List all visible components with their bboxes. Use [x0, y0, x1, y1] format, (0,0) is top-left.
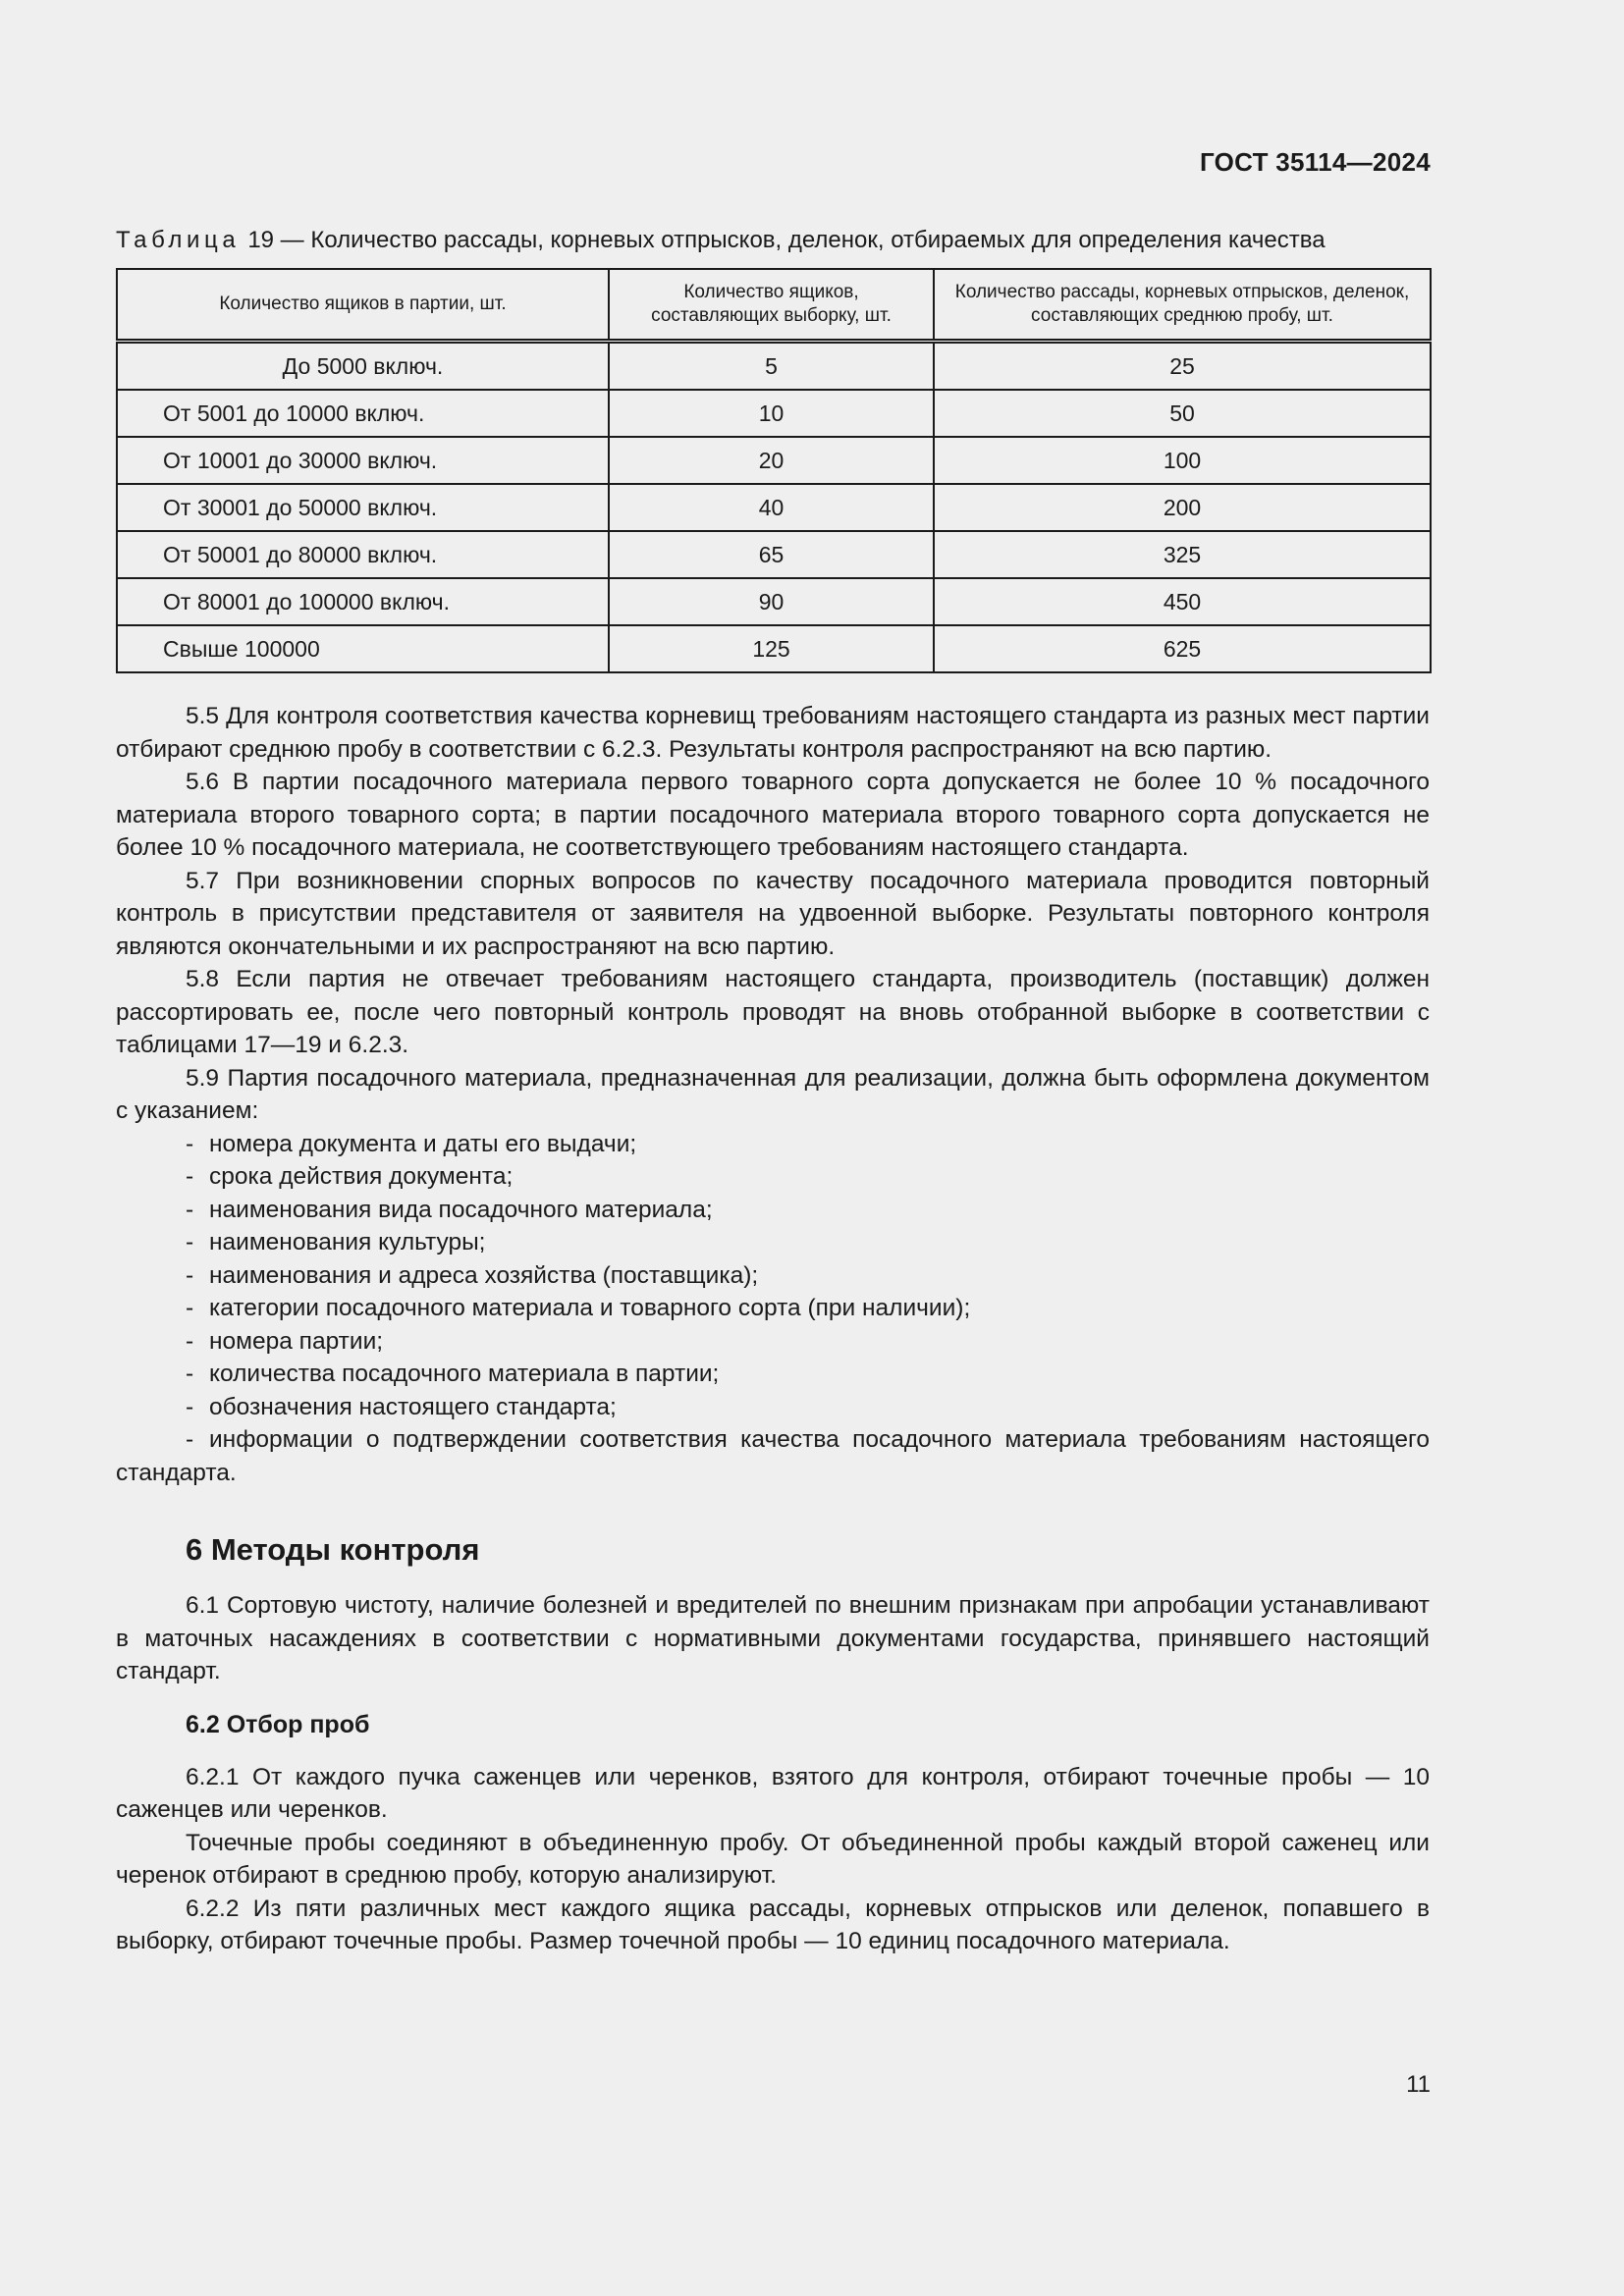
- cell-lot-range: От 80001 до 100000 включ.: [117, 578, 609, 625]
- document-requirements-list: [116, 1128, 1430, 1490]
- table-row: [117, 625, 1431, 672]
- list-item: - номера документа и даты его выдачи;: [186, 1130, 637, 1157]
- cell-lot-range: От 10001 до 30000 включ.: [117, 437, 609, 484]
- page-content: [116, 224, 1430, 1958]
- list-item: - обозначения настоящего стандарта;: [186, 1393, 617, 1420]
- cell-average-sample: 100: [934, 437, 1431, 484]
- paragraph-5-8: 5.8 Если партия не отвечает требованиям настоящего стандарта, производитель (поставщик) должен рассортировать ее, после чего повторный контроль проводят на вновь отобранной выборке в соответствии с таблицами 17—19 и 6.2.3.: [116, 966, 1430, 1058]
- cell-lot-range: От 50001 до 80000 включ.: [117, 531, 609, 578]
- cell-lot-range: До 5000 включ.: [117, 342, 609, 391]
- document-code: ГОСТ 35114—2024: [1199, 147, 1431, 177]
- paragraph-5-9: 5.9 Партия посадочного материала, предназначенная для реализации, должна быть оформлена документом с указанием:: [116, 1064, 1430, 1124]
- cell-average-sample: 50: [934, 390, 1431, 437]
- paragraph-5-5: 5.5 Для контроля соответствия качества корневищ требованиям настоящего стандарта из разных мест партии отбирают среднюю пробу в соответствии с 6.2.3. Результаты контроля распространяют на всю партию.: [116, 703, 1430, 763]
- list-item: - количества посадочного материала в партии;: [186, 1361, 720, 1387]
- subsection-6-2-title: 6.2 Отбор проб: [186, 1710, 370, 1738]
- cell-lot-range: Свыше 100000: [117, 625, 609, 672]
- paragraph-6-2-1-continued: Точечные пробы соединяют в объединенную пробу. От объединенной пробы каждый второй саженец или черенок отбирают в среднюю пробу, которую анализируют.: [116, 1829, 1430, 1889]
- table-caption-text: 19 — Количество рассады, корневых отпрысков, деленок, отбираемых для определения качества: [247, 227, 1326, 253]
- paragraph-6-2-1: 6.2.1 От каждого пучка саженцев или черенков, взятого для контроля, отбирают точечные пробы — 10 саженцев или черенков.: [116, 1763, 1430, 1823]
- header-cell-average-sample: Количество рассады, корневых отпрысков, деленок, составляющих среднюю пробу, шт.: [934, 269, 1431, 342]
- table-row: [117, 578, 1431, 625]
- table-row: [117, 342, 1431, 391]
- cell-sample-boxes: 5: [609, 342, 934, 391]
- table-row: [117, 437, 1431, 484]
- cell-average-sample: 325: [934, 531, 1431, 578]
- list-item: - информации о подтверждении соответствия качества посадочного материала требованиям настоящего стандарта.: [116, 1426, 1430, 1486]
- list-item: - срока действия документа;: [186, 1163, 514, 1190]
- table-row: [117, 390, 1431, 437]
- cell-sample-boxes: 125: [609, 625, 934, 672]
- cell-average-sample: 200: [934, 484, 1431, 531]
- paragraph-5-6: 5.6 В партии посадочного материала первого товарного сорта допускается не более 10 % посадочного материала второго товарного сорта; в партии посадочного материала второго товарного сорта допускается не более 10 % посадочного материала, не соответствующего требованиям настоящего стандарта.: [116, 769, 1430, 861]
- cell-average-sample: 25: [934, 342, 1431, 391]
- table-19: [116, 268, 1432, 673]
- paragraph-5-7: 5.7 При возникновении спорных вопросов по качеству посадочного материала проводится повторный контроль в присутствии представителя от заявителя на удвоенной выборке. Результаты повторного контроля являются окончательными и их распространяют на всю партию.: [116, 867, 1430, 960]
- header-cell-boxes-in-lot: Количество ящиков в партии, шт.: [117, 269, 609, 342]
- table-row: [117, 531, 1431, 578]
- list-item: - наименования вида посадочного материала;: [186, 1196, 713, 1223]
- list-item: - наименования культуры;: [186, 1229, 486, 1255]
- list-item: - наименования и адреса хозяйства (поставщика);: [186, 1261, 759, 1289]
- paragraph-6-2-2: 6.2.2 Из пяти различных мест каждого ящика рассады, корневых отпрысков или деленок, попавшего в выборку, отбирают точечные пробы. Размер точечной пробы — 10 единиц посадочного материала.: [116, 1895, 1430, 1954]
- list-item: - категории посадочного материала и товарного сорта (при наличии);: [186, 1295, 971, 1321]
- header-cell-sample-boxes: Количество ящиков, составляющих выборку, шт.: [609, 269, 934, 342]
- table-caption-label: Таблица: [116, 227, 241, 253]
- cell-average-sample: 450: [934, 578, 1431, 625]
- page-number: 11: [1406, 2071, 1431, 2098]
- cell-sample-boxes: 40: [609, 484, 934, 531]
- cell-lot-range: От 5001 до 10000 включ.: [117, 390, 609, 437]
- body-text: [116, 700, 1430, 1958]
- table-row: [117, 484, 1431, 531]
- cell-average-sample: 625: [934, 625, 1431, 672]
- cell-lot-range: От 30001 до 50000 включ.: [117, 484, 609, 531]
- cell-sample-boxes: 65: [609, 531, 934, 578]
- table-caption: [116, 224, 1430, 257]
- cell-sample-boxes: 10: [609, 390, 934, 437]
- cell-sample-boxes: 20: [609, 437, 934, 484]
- cell-sample-boxes: 90: [609, 578, 934, 625]
- table-header-row: [117, 269, 1431, 342]
- paragraph-6-1: 6.1 Сортовую чистоту, наличие болезней и вредителей по внешним признакам при апробации устанавливают в маточных насаждениях в соответствии с нормативными документами государства, принявшего настоящий стандарт.: [116, 1592, 1430, 1684]
- list-item: - номера партии;: [186, 1327, 384, 1355]
- section-6-title: 6 Методы контроля: [186, 1532, 480, 1567]
